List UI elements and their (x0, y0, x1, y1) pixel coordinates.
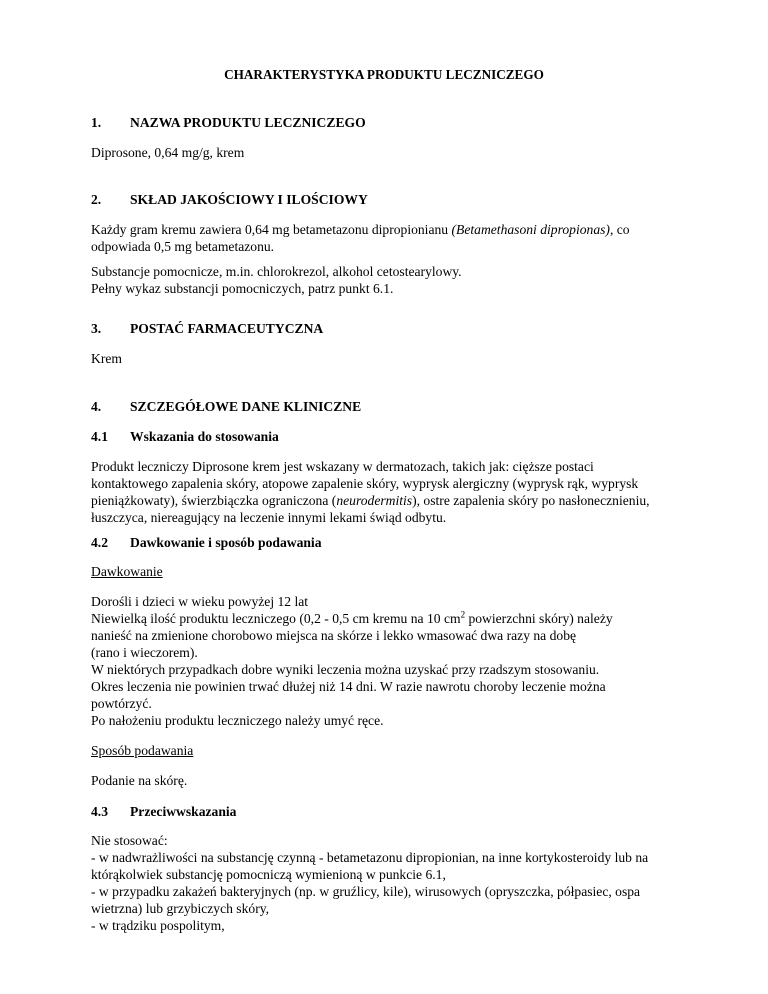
text-run: pieniążkowaty), świerzbiączka ograniczona ( (91, 493, 337, 508)
section-title: POSTAĆ FARMACEUTYCZNA (130, 321, 324, 336)
text-line: - w trądziku pospolitym, (91, 918, 225, 933)
section-title: SKŁAD JAKOŚCIOWY I ILOŚCIOWY (130, 192, 368, 207)
subsection-number: 4.1 (91, 429, 108, 444)
text-line: nanieść na zmienione chorobowo miejsca na skórze i lekko wmasować dwa razy na dobę (91, 628, 577, 643)
subsection-number: 4.3 (91, 804, 108, 819)
latin-term: neurodermitis (336, 493, 413, 508)
indications-paragraph (91, 458, 708, 526)
text-line: łuszczyca, niereagujący na leczenie innymi lekami świąd odbytu. (91, 510, 447, 525)
section-number: 2. (91, 192, 102, 207)
subsection-4-2-heading (91, 534, 708, 551)
section-1-heading (91, 114, 708, 131)
dosage-subheading: Dawkowanie (91, 564, 163, 579)
text-line: W niektórych przypadkach dobre wyniki leczenia można uzyskać przy rzadszym stosowaniu. (91, 662, 600, 677)
text-line: odpowiada 0,5 mg betametazonu. (91, 239, 275, 254)
subsection-title: Dawkowanie i sposób podawania (130, 535, 322, 550)
subsection-4-3-heading (91, 803, 708, 820)
text-run: powierzchni skóry) należy (465, 611, 613, 626)
pharmaceutical-form: Krem (91, 351, 122, 366)
text-run: ), ostre zapalenia skóry po nasłonecznieniu, (412, 493, 650, 508)
text-line: powtórzyć. (91, 696, 152, 711)
latin-name: (Betamethasoni dipropionas) (451, 222, 610, 237)
subsection-title: Wskazania do stosowania (130, 429, 279, 444)
section-number: 1. (91, 115, 102, 130)
section-title: SZCZEGÓŁOWE DANE KLINICZNE (130, 399, 362, 414)
dosage-paragraph (91, 593, 708, 712)
section-4-heading (91, 398, 708, 415)
superscript: 2 (460, 609, 466, 620)
text-run: , co (609, 222, 630, 237)
text-line: - w nadwrażliwości na substancję czynną - betametazonu dipropionian, na inne kortykosteroidy lub na (91, 850, 649, 865)
subsection-4-1-heading (91, 428, 708, 445)
contraindications-paragraph (91, 832, 708, 934)
route-text: Podanie na skórę. (91, 773, 188, 788)
text-line: którąkolwiek substancję pomocniczą wymienioną w punkcie 6.1, (91, 867, 446, 882)
document-title: CHARAKTERYSTYKA PRODUKTU LECZNICZEGO (224, 67, 544, 82)
section-3-heading (91, 320, 708, 337)
text-line: (rano i wieczorem). (91, 645, 198, 660)
section-title: NAZWA PRODUKTU LECZNICZEGO (130, 115, 366, 130)
excipients-paragraph (91, 263, 708, 297)
section-number: 4. (91, 399, 102, 414)
text-line: Pełny wykaz substancji pomocniczych, patrz punkt 6.1. (91, 281, 394, 296)
product-name: Diprosone, 0,64 mg/g, krem (91, 145, 245, 160)
route-subheading: Sposób podawania (91, 743, 194, 758)
hand-wash-note: Po nałożeniu produktu leczniczego należy umyć ręce. (91, 713, 384, 728)
section-number: 3. (91, 321, 102, 336)
text-line: Substancje pomocnicze, m.in. chlorokrezol, alkohol cetostearylowy. (91, 264, 462, 279)
text-line: - w przypadku zakażeń bakteryjnych (np. w gruźlicy, kile), wirusowych (opryszczka, półpasiec, ospa (91, 884, 641, 899)
text-line: Produkt leczniczy Diprosone krem jest wskazany w dermatozach, takich jak: cięższe postaci (91, 459, 594, 474)
text-run: Niewielką ilość produktu leczniczego (0,2 - 0,5 cm kremu na 10 cm (91, 611, 461, 626)
text-run: Każdy gram kremu zawiera 0,64 mg betametazonu dipropionianu (91, 222, 452, 237)
text-line: wietrzna) lub grzybiczych skóry, (91, 901, 270, 916)
text-line: Nie stosować: (91, 833, 168, 848)
text-line: Dorośli i dzieci w wieku powyżej 12 lat (91, 594, 309, 609)
subsection-title: Przeciwwskazania (130, 804, 237, 819)
section-2-heading (91, 191, 708, 208)
subsection-number: 4.2 (91, 535, 108, 550)
text-line: kontaktowego zapalenia skóry, atopowe zapalenie skóry, wyprysk alergiczny (wyprysk rąk, wyprysk (91, 476, 639, 491)
composition-paragraph (91, 221, 708, 255)
text-line: Okres leczenia nie powinien trwać dłużej niż 14 dni. W razie nawrotu choroby leczenie można (91, 679, 606, 694)
